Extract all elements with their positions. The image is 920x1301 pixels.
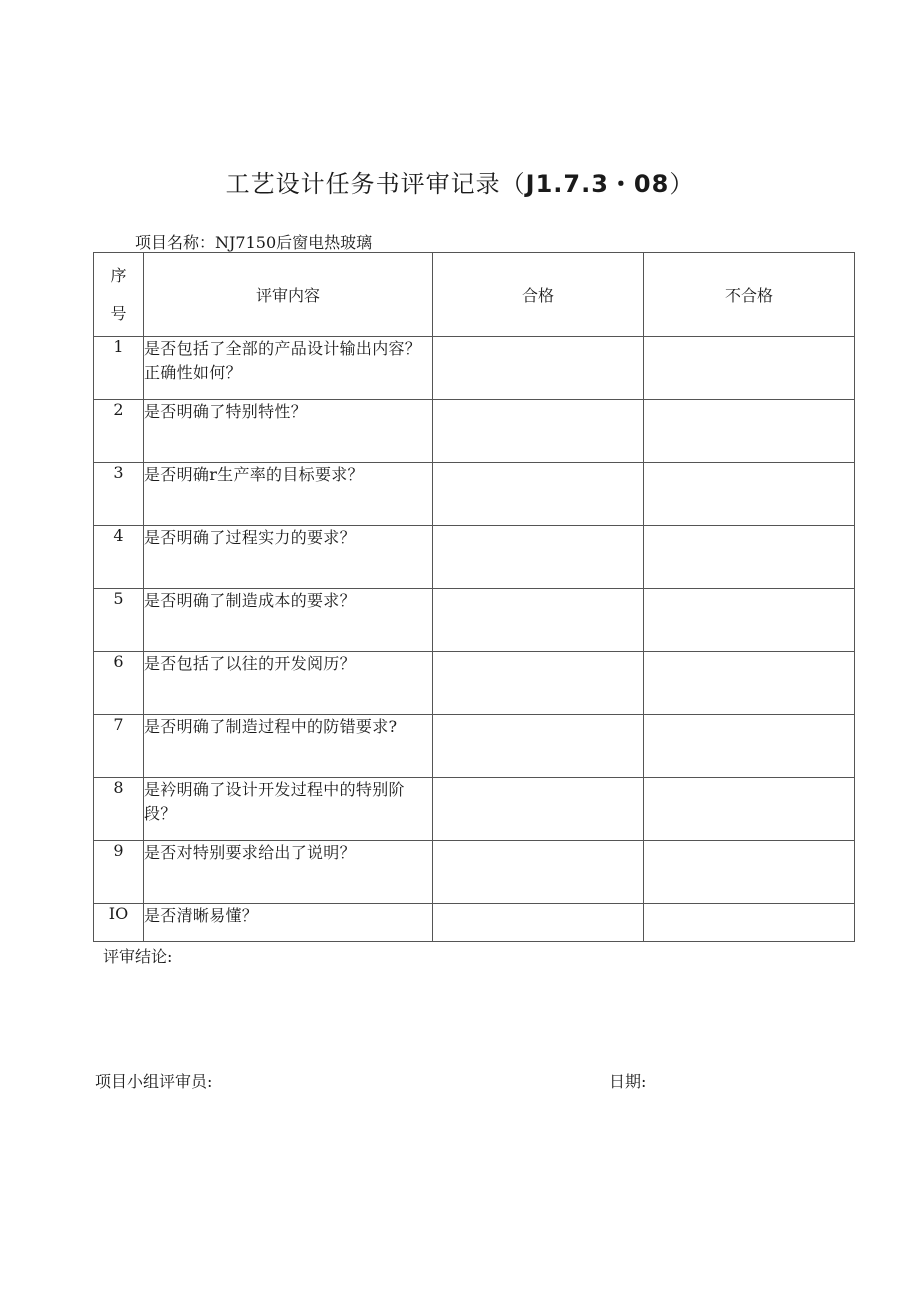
row-content: 是否明确了特别特性？ — [144, 400, 433, 463]
row-content: 是否包括了以往的开发阅历？ — [144, 652, 433, 715]
fail-cell[interactable] — [644, 589, 855, 652]
table-row — [94, 526, 855, 589]
pass-cell[interactable] — [433, 841, 644, 904]
row-number: 3 — [94, 463, 144, 526]
title-code: J1.7.3・08 — [525, 170, 670, 198]
table-row — [94, 337, 855, 400]
header-fail: 不合格 — [644, 253, 855, 337]
row-content: 是否明确了过程实力的要求？ — [144, 526, 433, 589]
row-content: 是衿明确了设计开发过程中的特别阶段？ — [144, 778, 433, 841]
project-label: 项目名称： — [135, 233, 216, 252]
pass-cell[interactable] — [433, 652, 644, 715]
pass-cell[interactable] — [433, 400, 644, 463]
row-number: 8 — [94, 778, 144, 841]
table-row — [94, 589, 855, 652]
title-close: ） — [669, 170, 695, 198]
pass-cell[interactable] — [433, 778, 644, 841]
document-title — [0, 164, 920, 199]
row-content: 是否明确了制造成本的要求？ — [144, 589, 433, 652]
fail-cell[interactable] — [644, 652, 855, 715]
row-content: 是否明确r生产率的目标要求？ — [144, 463, 433, 526]
date-label: 日期: — [609, 1072, 647, 1091]
table-row — [94, 715, 855, 778]
pass-cell[interactable] — [433, 526, 644, 589]
row-number: IO — [94, 904, 144, 942]
review-table — [93, 252, 855, 942]
fail-cell[interactable] — [644, 904, 855, 942]
row-content: 是否清晰易懂？ — [144, 904, 433, 942]
row-number: 9 — [94, 841, 144, 904]
fail-cell[interactable] — [644, 715, 855, 778]
fail-cell[interactable] — [644, 841, 855, 904]
table-row — [94, 778, 855, 841]
fail-cell[interactable] — [644, 337, 855, 400]
review-conclusion-label: 评审结论: — [103, 947, 173, 966]
pass-cell[interactable] — [433, 463, 644, 526]
header-seq: 序 号 — [94, 253, 144, 337]
row-number: 7 — [94, 715, 144, 778]
table-row — [94, 652, 855, 715]
pass-cell[interactable] — [433, 715, 644, 778]
pass-cell[interactable] — [433, 589, 644, 652]
header-content: 评审内容 — [144, 253, 433, 337]
project-name: NJ7150后窗电热玻璃 — [215, 233, 373, 252]
title-text: 工艺设计任务书评审记录（ — [225, 170, 526, 198]
row-number: 6 — [94, 652, 144, 715]
fail-cell[interactable] — [644, 778, 855, 841]
row-number: 5 — [94, 589, 144, 652]
table-row — [94, 400, 855, 463]
row-content: 是否对特别要求给出了说明？ — [144, 841, 433, 904]
row-number: 2 — [94, 400, 144, 463]
pass-cell[interactable] — [433, 337, 644, 400]
row-number: 4 — [94, 526, 144, 589]
row-content: 是否包括了全部的产品设计输出内容？正确性如何？ — [144, 337, 433, 400]
table-row — [94, 904, 855, 942]
fail-cell[interactable] — [644, 400, 855, 463]
row-content: 是否明确了制造过程中的防错要求? — [144, 715, 433, 778]
row-number: 1 — [94, 337, 144, 400]
pass-cell[interactable] — [433, 904, 644, 942]
project-name-line — [135, 230, 372, 253]
header-pass: 合格 — [433, 253, 644, 337]
fail-cell[interactable] — [644, 463, 855, 526]
table-row — [94, 841, 855, 904]
table-row — [94, 463, 855, 526]
project-reviewers-label: 项目小组评审员: — [95, 1072, 213, 1091]
fail-cell[interactable] — [644, 526, 855, 589]
table-header-row — [94, 253, 855, 337]
